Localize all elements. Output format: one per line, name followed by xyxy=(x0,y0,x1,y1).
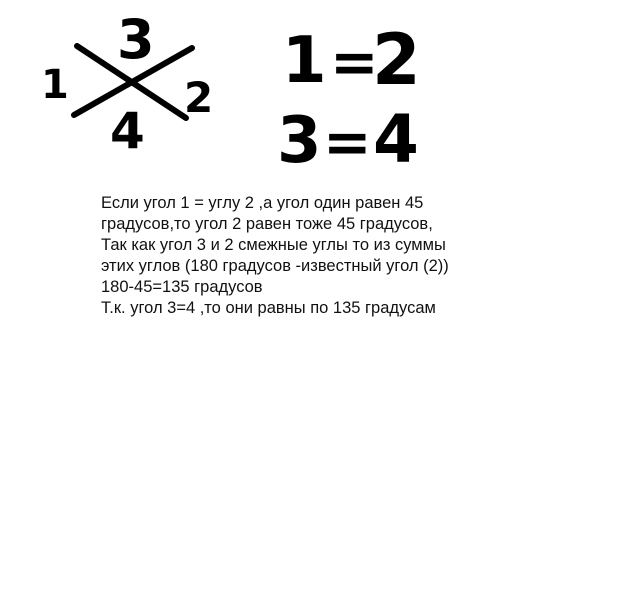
equation-1-right: 2 xyxy=(372,19,421,101)
explanation-text xyxy=(101,193,601,319)
angle-label-2: 2 xyxy=(184,73,214,122)
angle-diagram xyxy=(0,0,619,200)
equation-2-left: 3 xyxy=(277,104,322,178)
angle-label-1: 1 xyxy=(41,62,69,108)
explanation-line: градусов,то угол 2 равен тоже 45 градусов, xyxy=(101,215,433,233)
equation-2-sign: = xyxy=(323,108,372,176)
equation-1-left: 1 xyxy=(282,24,327,98)
equation-1-sign: = xyxy=(330,28,379,96)
equation-2-right: 4 xyxy=(373,101,419,178)
angle-label-4: 4 xyxy=(110,102,145,160)
angle-label-3: 3 xyxy=(117,8,155,71)
explanation-line: Если угол 1 = углу 2 ,а угол один равен 45 xyxy=(101,194,424,212)
explanation-line: 180-45=135 градусов xyxy=(101,278,263,296)
explanation-line: Так как угол 3 и 2 смежные углы то из суммы xyxy=(101,236,446,254)
explanation-line: Т.к. угол 3=4 ,то они равны по 135 градусам xyxy=(101,299,436,317)
explanation-line: этих углов (180 градусов -известный угол (2)) xyxy=(101,257,449,275)
